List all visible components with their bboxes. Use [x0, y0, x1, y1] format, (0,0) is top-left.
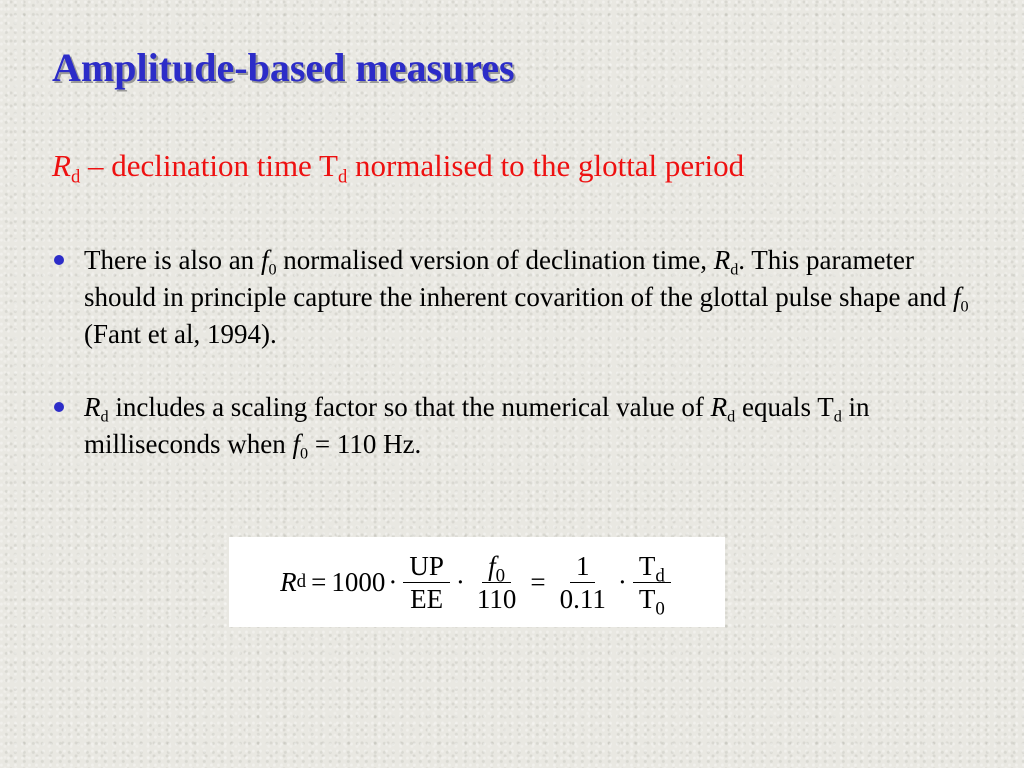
rd-symbol: R [52, 148, 71, 183]
td-subscript: d [833, 407, 842, 426]
fraction-denominator [633, 583, 671, 620]
fraction-denominator: 110 [476, 583, 517, 614]
bullet-text: (Fant et al, 1994). [84, 319, 277, 349]
f0-symbol: f [260, 245, 269, 275]
bullet-text: in milliseconds when [84, 392, 870, 459]
multiply-dot: · [617, 566, 627, 597]
fraction-numerator: UP [403, 550, 450, 583]
rd-subscript: d [727, 407, 736, 426]
bullet-text: = 110 Hz. [308, 429, 422, 459]
bullet-item [52, 389, 972, 463]
f0-subscript: 0 [960, 297, 969, 316]
bullet-text: equals T [735, 392, 834, 422]
multiply-dot: · [455, 566, 465, 597]
t-symbol: T [638, 583, 656, 614]
f0-subscript: 0 [495, 565, 506, 587]
equals-sign: = [311, 566, 327, 597]
formula-lhs: R [280, 566, 297, 597]
fraction-f0-110 [471, 550, 523, 615]
fraction-1-011 [554, 550, 612, 615]
t-symbol: T [638, 550, 656, 581]
rd-subscript: d [730, 260, 739, 279]
equals-sign: = [530, 566, 546, 597]
f0-symbol: f [292, 429, 300, 459]
subtitle-text-2: normalised to the glottal period [347, 148, 745, 183]
rd-subscript: d [70, 166, 81, 188]
bullet-text: There is also an [84, 245, 261, 275]
fraction-numerator: 1 [570, 550, 596, 583]
multiply-dot: · [388, 566, 398, 597]
rd-symbol: R [710, 392, 728, 422]
bullet-dot-icon [54, 255, 64, 265]
fraction-up-ee [403, 550, 450, 615]
bullet-item [52, 242, 972, 353]
td-subscript: d [337, 166, 348, 188]
rd-symbol: R [713, 245, 731, 275]
bullet-text: . This parameter should in principle capture the inherent covarition of the glottal pulse shape and [84, 245, 953, 312]
fraction-denominator: 0.11 [559, 583, 606, 614]
f0-symbol: f [488, 550, 496, 581]
fraction-td-t0 [633, 550, 671, 620]
rd-subscript: d [100, 407, 109, 426]
fraction-denominator: EE [410, 583, 444, 614]
slide-title: Amplitude-based measures [52, 45, 515, 90]
bullet-text: normalised version of declination time, [276, 245, 714, 275]
bullet-text: includes a scaling factor so that the numerical value of [108, 392, 711, 422]
rd-symbol: R [84, 392, 101, 422]
rd-formula-box: R d = 1000 · $\frac{UP}{EE}$ · $\frac{f_0}{110}$ = $\frac{1}{0.11}$ · $\frac{T_d}{T_0}$ [229, 537, 725, 627]
t0-subscript: 0 [655, 598, 665, 620]
slide-subtitle [52, 148, 745, 188]
subtitle-text-1: – declination time T [80, 148, 338, 183]
bullet-dot-icon [54, 402, 64, 412]
td-subscript: d [655, 565, 665, 587]
f0-subscript: 0 [300, 444, 309, 463]
bullet-list [52, 242, 972, 499]
fraction-numerator [482, 550, 511, 587]
formula-coefficient: 1000 [331, 566, 386, 597]
f0-symbol: f [953, 282, 961, 312]
fraction-numerator [633, 550, 671, 587]
f0-subscript: 0 [268, 260, 277, 279]
